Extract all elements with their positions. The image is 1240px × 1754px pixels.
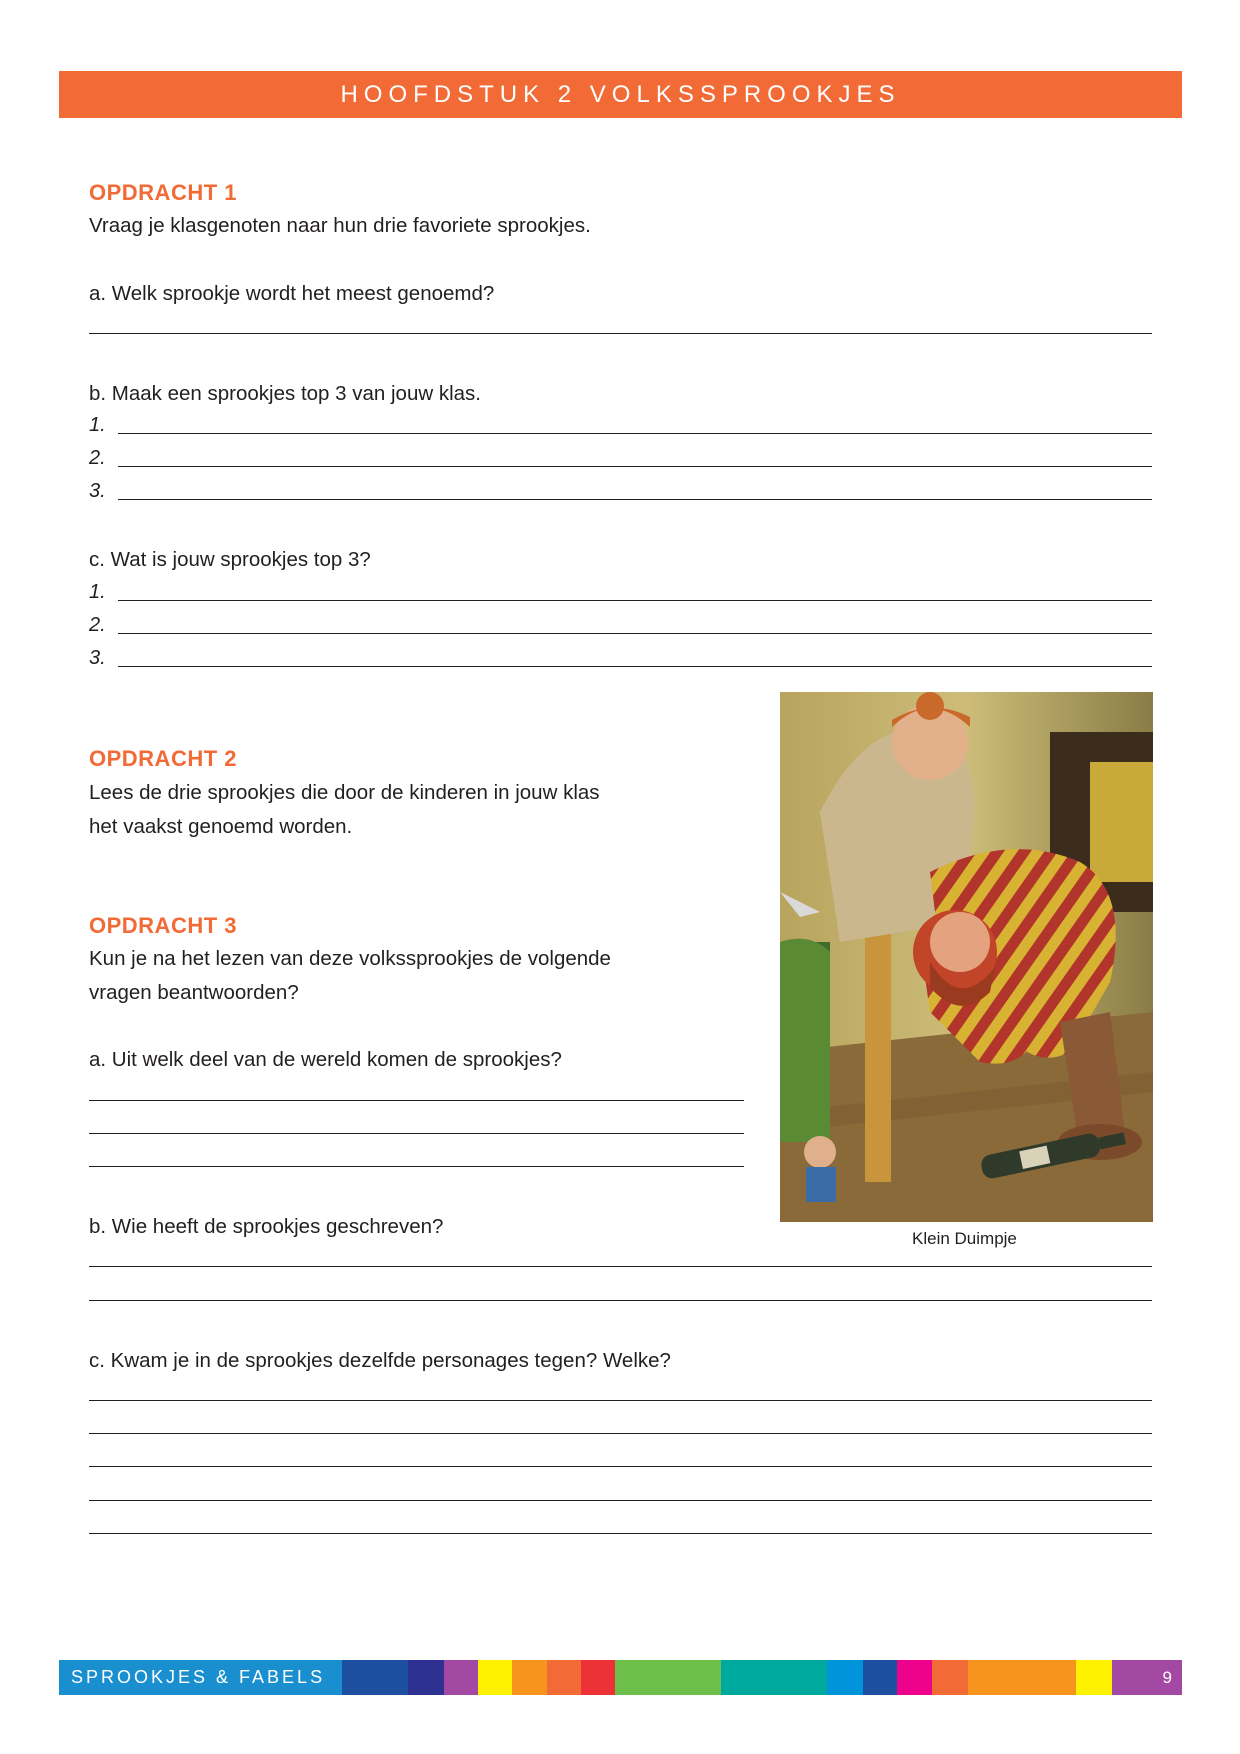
answer-line-3b-1[interactable] bbox=[89, 1266, 1152, 1267]
illustration-caption: Klein Duimpje bbox=[912, 1229, 1017, 1248]
footer-color-segment bbox=[444, 1660, 478, 1695]
answer-line-3b-2[interactable] bbox=[89, 1300, 1152, 1301]
page-number: 9 bbox=[1112, 1660, 1182, 1695]
question-1b: b. Maak een sprookjes top 3 van jouw klas. bbox=[89, 382, 481, 405]
footer-color-segment bbox=[968, 1660, 1076, 1695]
answer-line-3a-2[interactable] bbox=[89, 1133, 744, 1134]
question-1c: c. Wat is jouw sprookjes top 3? bbox=[89, 548, 371, 571]
opdracht-2-text-line-2: het vaakst genoemd worden. bbox=[89, 815, 353, 838]
footer-color-segment bbox=[408, 1660, 444, 1695]
list-number: 3. bbox=[89, 480, 106, 502]
answer-line-3a-1[interactable] bbox=[89, 1100, 744, 1101]
question-3c: c. Kwam je in de sprookjes dezelfde personages tegen? Welke? bbox=[89, 1349, 671, 1372]
list-number: 3. bbox=[89, 647, 106, 669]
question-3a: a. Uit welk deel van de wereld komen de sprookjes? bbox=[89, 1048, 562, 1071]
opdracht-1-intro: Vraag je klasgenoten naar hun drie favoriete sprookjes. bbox=[89, 214, 591, 237]
answer-line-1b-2[interactable] bbox=[118, 466, 1152, 467]
answer-line-3c-2[interactable] bbox=[89, 1433, 1152, 1434]
opdracht-3-text-line-1: Kun je na het lezen van deze volkssprookjes de volgende bbox=[89, 947, 611, 970]
footer-color-segment bbox=[827, 1660, 863, 1695]
footer-color-segment bbox=[581, 1660, 615, 1695]
footer-color-segment bbox=[478, 1660, 512, 1695]
klein-duimpje-illustration bbox=[780, 692, 1153, 1222]
list-number: 1. bbox=[89, 581, 106, 603]
footer-color-segment bbox=[897, 1660, 933, 1695]
list-number: 2. bbox=[89, 614, 106, 636]
answer-line-3c-1[interactable] bbox=[89, 1400, 1152, 1401]
answer-line-1c-1[interactable] bbox=[118, 600, 1152, 601]
footer-title: SPROOKJES & FABELS bbox=[59, 1660, 342, 1695]
answer-line-1b-1[interactable] bbox=[118, 433, 1152, 434]
opdracht-3-text-line-2: vragen beantwoorden? bbox=[89, 981, 299, 1004]
footer-color-segment bbox=[932, 1660, 968, 1695]
answer-line-3c-4[interactable] bbox=[89, 1500, 1152, 1501]
opdracht-2-heading: OPDRACHT 2 bbox=[89, 746, 238, 771]
footer-color-segment bbox=[721, 1660, 827, 1695]
list-number: 2. bbox=[89, 447, 106, 469]
footer-color-segment bbox=[342, 1660, 408, 1695]
footer-bar bbox=[59, 1660, 1182, 1695]
opdracht-3-heading: OPDRACHT 3 bbox=[89, 913, 238, 938]
footer-color-segment bbox=[547, 1660, 581, 1695]
chapter-header: HOOFDSTUK 2 VOLKSSPROOKJES bbox=[59, 71, 1182, 118]
footer-color-segment bbox=[863, 1660, 897, 1695]
answer-line-3c-3[interactable] bbox=[89, 1466, 1152, 1467]
footer-color-segment bbox=[615, 1660, 721, 1695]
question-3b: b. Wie heeft de sprookjes geschreven? bbox=[89, 1215, 444, 1238]
answer-line-1c-2[interactable] bbox=[118, 633, 1152, 634]
answer-line-3a-3[interactable] bbox=[89, 1166, 744, 1167]
list-number: 1. bbox=[89, 414, 106, 436]
opdracht-2-text-line-1: Lees de drie sprookjes die door de kinderen in jouw klas bbox=[89, 781, 600, 804]
answer-line-3c-5[interactable] bbox=[89, 1533, 1152, 1534]
answer-line-1a[interactable] bbox=[89, 333, 1152, 334]
footer-color-strip bbox=[342, 1660, 1112, 1695]
answer-line-1c-3[interactable] bbox=[118, 666, 1152, 667]
question-1a: a. Welk sprookje wordt het meest genoemd? bbox=[89, 282, 495, 305]
footer-color-segment bbox=[512, 1660, 548, 1695]
answer-line-1b-3[interactable] bbox=[118, 499, 1152, 500]
opdracht-1-heading: OPDRACHT 1 bbox=[89, 180, 238, 205]
footer-color-segment bbox=[1076, 1660, 1112, 1695]
